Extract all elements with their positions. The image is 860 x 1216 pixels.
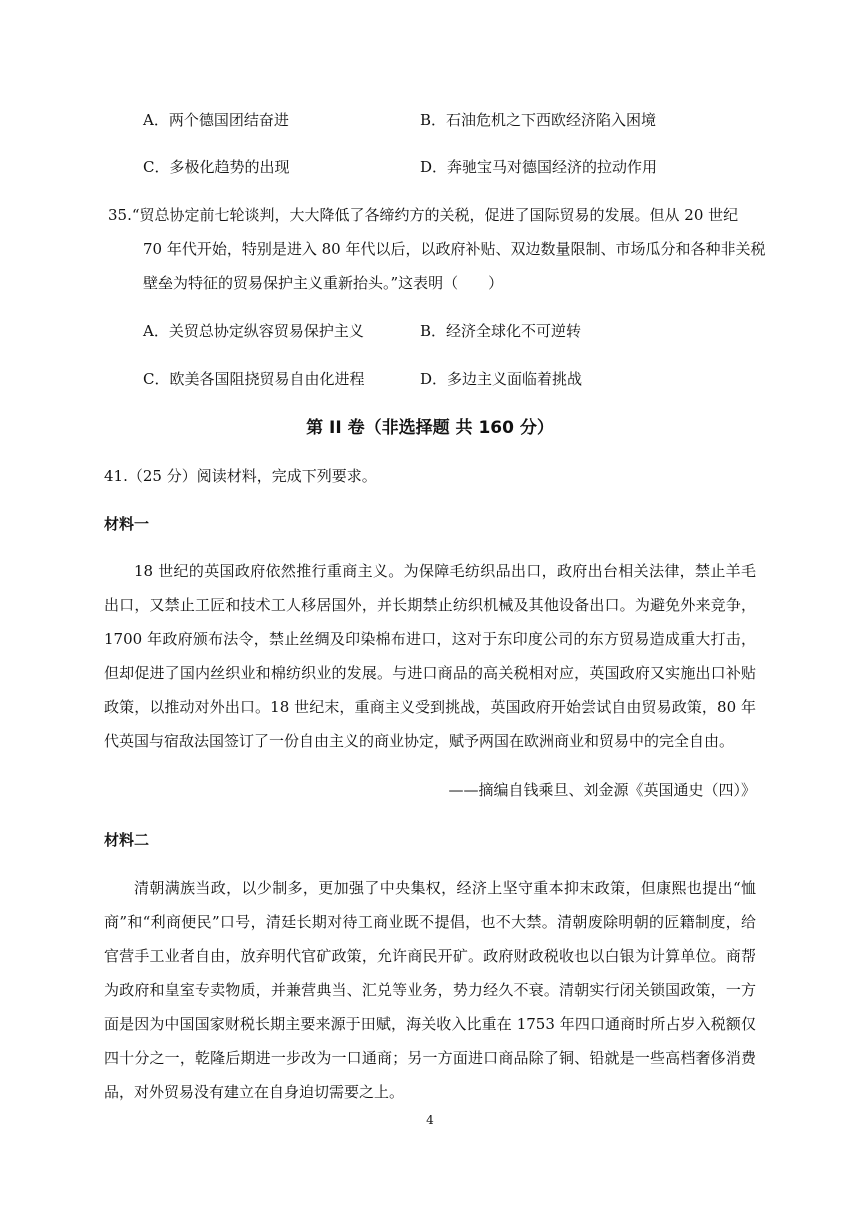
- q35-stem-line2: 70 年代开始，特别是进入 80 年代以后，以政府补贴、双边数量限制、市场瓜分和各种非关税: [143, 240, 766, 258]
- q35-stem-line3: 壁垒为特征的贸易保护主义重新抬头。”这表明（ ）: [143, 274, 504, 292]
- page-number: 4: [426, 1113, 434, 1127]
- q34-option-a: A．两个德国团结奋进: [143, 111, 289, 129]
- q34-option-c: C．多极化趋势的出现: [143, 158, 290, 176]
- q35-option-a: A．关贸总协定纵容贸易保护主义: [143, 322, 364, 340]
- q35-option-d: D．多边主义面临着挑战: [420, 370, 583, 388]
- q41-prompt: 41.（25 分）阅读材料，完成下列要求。: [104, 467, 377, 485]
- q34-option-b: B．石油危机之下西欧经济陷入困境: [420, 111, 657, 129]
- material1-text: 18 世纪的英国政府依然推行重商主义。为保障毛纺织品出口，政府出台相关法律，禁止羊毛出口，又禁止工匠和技术工人移居国外，并长期禁止纺织机械及其他设备出口。为避免外来竞争，1700 年政府颁布法令，禁止丝绸及印染棉布进口，这对于东印度公司的东方贸易造成重大打击，但却促进了国内丝织业和棉纺织业的发展。与进口商品的高关税相对应，英国政府又实施出口补贴政策，以推动对外出口。18 世纪末，重商主义受到挑战，英国政府开始尝试自由贸易政策，80 年代英国与宿敌法国签订了一份自由主义的商业协定，赋予两国在欧洲商业和贸易中的完全自由。: [104, 562, 756, 750]
- section-title: 第 II 卷（非选择题 共 160 分）: [306, 418, 554, 438]
- material1-source: ——摘编自钱乘旦、刘金源《英国通史（四）》: [448, 781, 756, 799]
- material1-title: 材料一: [104, 515, 150, 533]
- material2-title: 材料二: [104, 831, 150, 849]
- q34-option-d: D．奔驰宝马对德国经济的拉动作用: [420, 158, 658, 176]
- q35-option-b: B．经济全球化不可逆转: [420, 322, 582, 340]
- q35-stem-line1: 35.“贸总协定前七轮谈判，大大降低了各缔约方的关税，促进了国际贸易的发展。但从 20 世纪: [108, 206, 739, 224]
- q35-option-c: C．欧美各国阻挠贸易自由化进程: [143, 370, 365, 388]
- material2-text: 清朝满族当政，以少制多，更加强了中央集权，经济上坚守重本抑末政策，但康熙也提出“恤商”和“利商便民”口号，清廷长期对待工商业既不提倡，也不大禁。清朝废除明朝的匠籍制度，给官营手工业者自由，放弃明代官矿政策，允许商民开矿。政府财政税收也以白银为计算单位。商帮为政府和皇室专卖物质，并兼营典当、汇兑等业务，势力经久不衰。清朝实行闭关锁国政策，一方面是因为中国国家财税长期主要来源于田赋，海关收入比重在 1753 年四口通商时所占岁入税额仅四十分之一，乾隆后期进一步改为一口通商；另一方面进口商品除了铜、铅就是一些高档奢侈消费品，对外贸易没有建立在自身迫切需要之上。: [104, 879, 756, 1101]
